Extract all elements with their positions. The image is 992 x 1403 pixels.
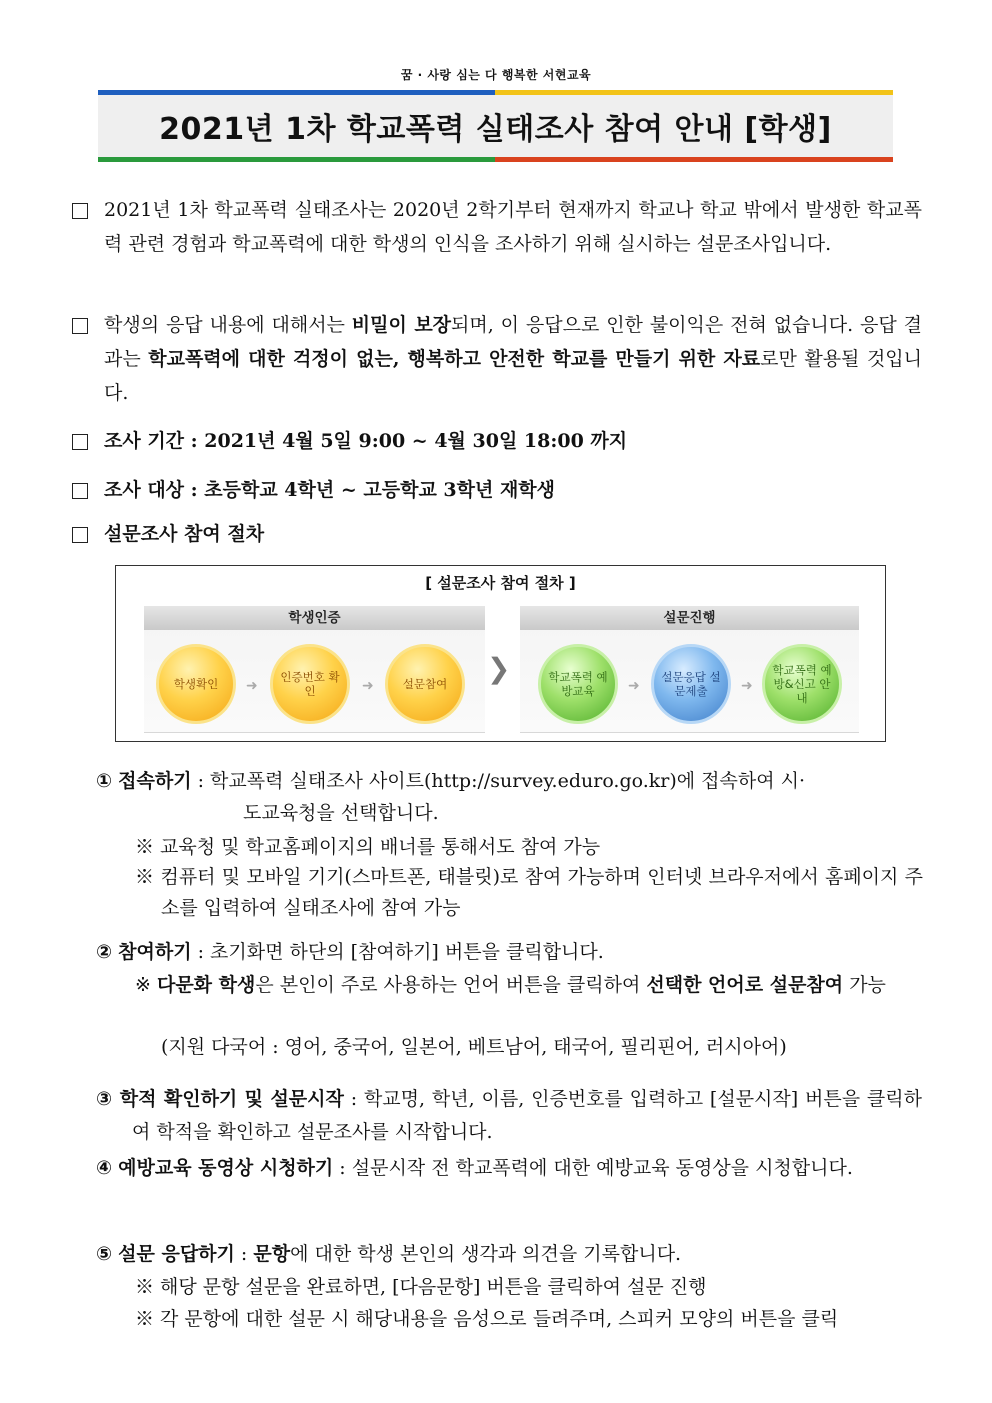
group-student-auth [144,606,485,733]
group-label: 설문진행 [520,606,859,630]
step-title: 참여하기 [118,941,192,963]
procedure-heading: 설문조사 참여 절차 [104,523,265,545]
step-text: 에 대한 학생 본인의 생각과 의견을 기록합니다. [290,1243,682,1265]
step-title: 설문 응답하기 [118,1243,235,1265]
p2-text: 되며, 이 응답으로 인한 불이익은 전혀 없습니다. 응답 결과는 [104,314,922,370]
arrow-icon: ➜ [246,678,258,694]
step-2 [96,937,604,967]
checkbox-icon [72,203,88,219]
note-text: 은 본인이 주로 사용하는 언어 버튼을 클릭하여 [255,974,647,996]
intro-paragraph-2 [104,308,922,410]
checkbox-icon [72,483,88,499]
step-1 [96,766,805,796]
step-5 [96,1239,681,1269]
p2-bold-purpose: 학교폭력에 대한 걱정이 없는, 행복하고 안전한 학교를 만들기 위한 자료 [148,348,761,370]
step-1-continued: 도교육청을 선택합니다. [243,802,439,824]
step-5-note-1: ※ 해당 문항 설문을 완료하면, [다음문항] 버튼을 클릭하여 설문 진행 [135,1276,707,1298]
step-response-submit [651,644,731,724]
survey-target: 조사 대상 : 초등학교 4학년 ~ 고등학교 3학년 재학생 [104,479,556,501]
checkbox-icon [72,527,88,543]
step-number: ② [96,941,113,963]
step-prevention-edu [538,644,618,724]
step-label: 설문응답 설문제출 [661,670,721,698]
step-text: : 학교명, 학년, 이름, 인증번호를 입력하고 [설문시작] 버튼을 클릭하여 학적을 확인하고 설문조사를 시작합니다. [132,1088,922,1143]
note-bold: 다문화 학생 [156,974,256,996]
step-label: 설문참여 [402,677,448,691]
note-text: 가능 [843,974,886,996]
checkbox-icon [72,318,88,334]
slogan: 꿈 · 사랑 심는 다 행복한 서현교육 [400,68,592,82]
note-bold: 선택한 언어로 설문참여 [646,974,844,996]
arrow-icon: ➜ [628,678,640,694]
chevron-right-icon: ❯ [487,652,511,685]
step-3 [96,1083,922,1149]
step-text: : 학교폭력 실태조사 사이트(http://survey.eduro.go.kr)에 접속하여 시· [191,770,806,792]
intro-paragraph-1: 2021년 1차 학교폭력 실태조사는 2020년 2학기부터 현재까지 학교나 학교 밖에서 발생한 학교폭력 관련 경험과 학교폭력에 대한 학생의 인식을 조사하기 위해 실시하는 설문조사입니다. [104,199,922,255]
step-student-check [156,644,236,724]
step-label: 학교폭력 예방교육 [548,670,608,698]
step-number: ① [96,770,113,792]
step-number: ③ [96,1088,113,1110]
step-2-languages: (지원 다국어 : 영어, 중국어, 일본어, 베트남어, 태국어, 필리핀어, 러시아어) [161,1036,787,1058]
step-text: : 초기화면 하단의 [참여하기] 버튼을 클릭합니다. [191,941,604,963]
p2-bold-secret: 비밀이 보장 [351,314,452,336]
step-label: 학교폭력 예방&신고 안내 [772,663,832,705]
step-title: 예방교육 동영상 시청하기 [118,1157,334,1179]
step-4 [96,1152,922,1185]
diagram-title: [ 설문조사 참여 절차 ] [425,574,576,592]
group-survey-progress [520,606,859,733]
step-title: 학적 확인하기 및 설문시작 [119,1088,344,1110]
group-label: 학생인증 [144,606,485,630]
arrow-icon: ➜ [741,678,753,694]
step-number: ⑤ [96,1243,113,1265]
arrow-icon: ➜ [362,678,374,694]
step-number: ④ [96,1157,113,1179]
step-participate [385,644,465,724]
p2-text: 학생의 응답 내용에 대해서는 [104,314,352,336]
bottom-bar-green [98,157,495,162]
step-2-note [135,970,923,1001]
step-1-note-1: ※ 교육청 및 학교홈페이지의 배너를 통해서도 참여 가능 [135,836,601,858]
survey-period: 조사 기간 : 2021년 4월 5일 9:00 ~ 4월 30일 18:00 까지 [104,430,628,452]
step-5-note-2: ※ 각 문항에 대한 설문 시 해당내용을 음성으로 들려주며, 스피커 모양의 버튼을 클릭 [135,1308,839,1330]
step-bold: 문항 [253,1243,291,1265]
step-label: 인증번호 확인 [280,670,340,698]
step-1-note-2: ※ 컴퓨터 및 모바일 기기(스마트폰, 태블릿)로 참여 가능하며 인터넷 브라우저에서 홈페이지 주소를 입력하여 실태조사에 참여 가능 [135,866,923,919]
step-text: : 설문시작 전 학교폭력에 대한 예방교육 동영상을 시청합니다. [333,1157,853,1179]
procedure-diagram [115,565,886,742]
step-report-guide [762,644,842,724]
note-mark: ※ [135,974,157,996]
checkbox-icon [72,434,88,450]
title-banner [98,90,893,164]
page-title: 2021년 1차 학교폭력 실태조사 참여 안내 [학생] [98,95,893,157]
step-label: 학생확인 [173,677,219,691]
step-auth-code [270,644,350,724]
p2-text: 로만 활용될 것입니다. [104,348,923,404]
bottom-bar-red [495,157,893,162]
step-text: : [234,1243,254,1265]
step-title: 접속하기 [118,770,192,792]
